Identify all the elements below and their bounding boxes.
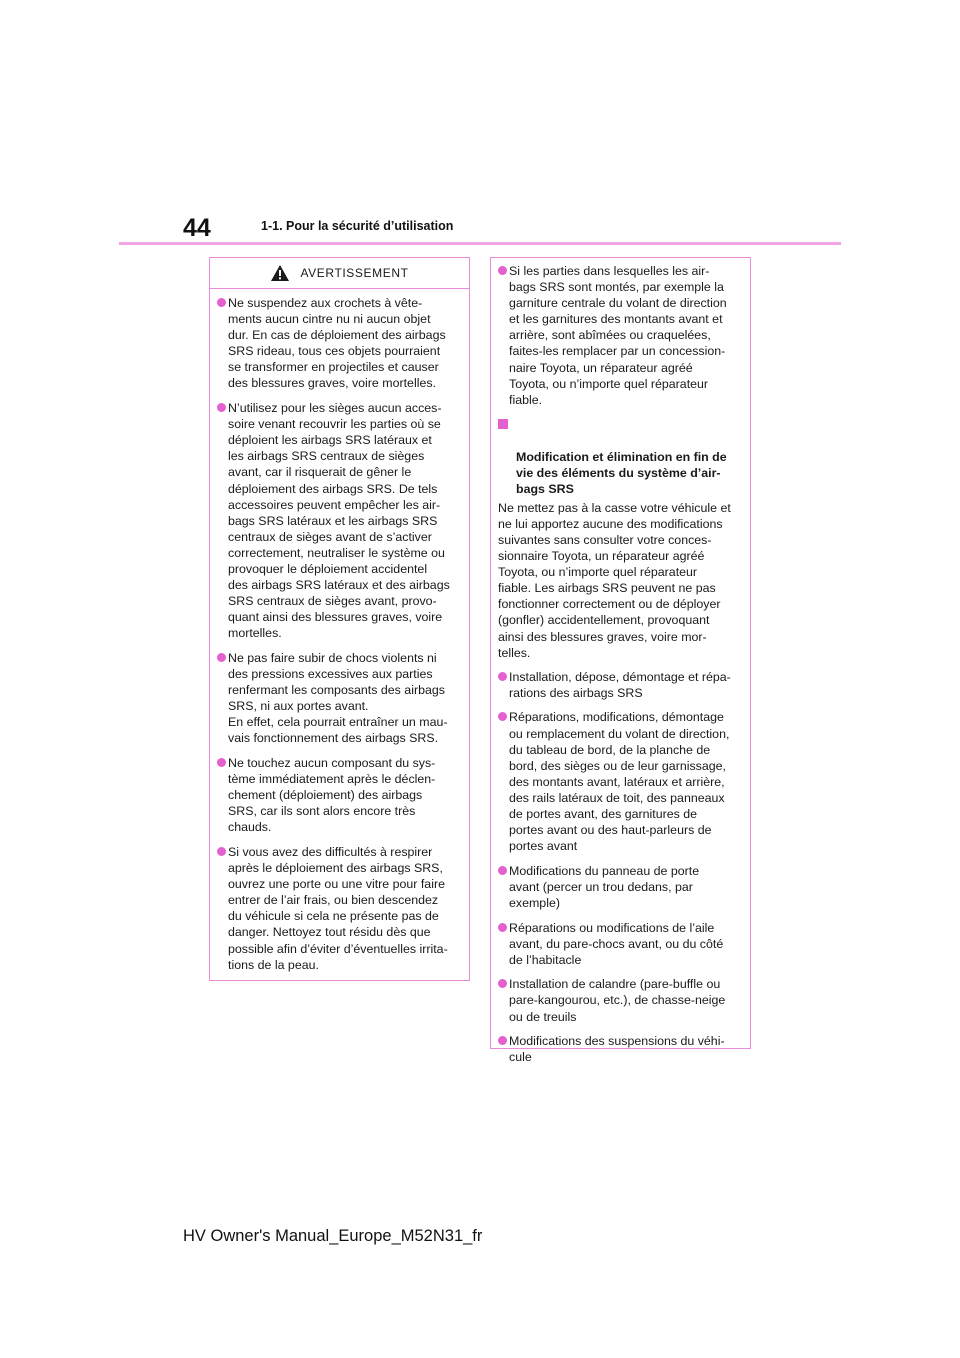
circle-bullet-icon bbox=[217, 847, 226, 856]
modification-item-text: Réparations ou modifications de l’aile avant, du pare-chocs avant, ou du côté de l’habitacle bbox=[509, 920, 724, 967]
continued-list bbox=[491, 258, 750, 1065]
circle-bullet-icon bbox=[498, 712, 507, 721]
circle-bullet-icon bbox=[498, 979, 507, 988]
modification-item bbox=[499, 920, 742, 968]
warning-item bbox=[218, 295, 461, 392]
warning-triangle-icon bbox=[270, 264, 290, 282]
warning-item bbox=[218, 400, 461, 641]
page-number: 44 bbox=[183, 214, 211, 242]
circle-bullet-icon bbox=[217, 653, 226, 662]
warning-item-text: N’utilisez pour les sièges aucun acces- soire venant recouvrir les parties où se déploient les airbags SRS latéraux et les airbags SRS centraux de sièges avant, car il risquerait de gêner le déploiement des airbags SRS. De tels accessoires peuvent empêcher les air- bags SRS latéraux et les airbags SRS centraux de sièges avant de s’activer correctement, neutraliser le système ou provoquer le déploiement accidentel des airbags SRS latéraux et des airbags SRS centraux de sièges avant, provo- quant ainsi des blessures graves, voire mortelles. bbox=[228, 401, 450, 641]
warning-list bbox=[210, 289, 469, 973]
header-rule bbox=[119, 242, 841, 245]
circle-bullet-icon bbox=[217, 298, 226, 307]
warning-item-text: Ne suspendez aux crochets à vête- ments aucun cintre nu ni aucun objet dur. En cas de déploiement des airbags SRS rideau, tous ces objets pourraient se transformer en projectiles et causer des blessures graves, voire mortelles. bbox=[228, 296, 446, 391]
footer-text: HV Owner's Manual_Europe_M52N31_fr bbox=[183, 1227, 483, 1245]
modification-item bbox=[499, 709, 742, 854]
modification-item bbox=[499, 669, 742, 701]
modification-item-text: Réparations, modifications, démontage ou remplacement du volant de direction, du tableau de bord, de la planche de bord, des sièges ou de leur garnissage, des montants avant, latéraux et arrière, des rails latéraux de toit, des panneaux de portes avant, des garnitures de portes avant ou des haut-parleurs de portes avant bbox=[509, 710, 730, 854]
warning-item-text: Si vous avez des difficultés à respirer après le déploiement des airbags SRS, ouvrez une porte ou une vitre pour faire entrer de l’air frais, ou bien descendez du véhicule si cela ne présente pas de danger. Nettoyez tout résidu dès que possible afin d’éviter d’éventuelles irrita- tions de la peau. bbox=[228, 845, 448, 972]
circle-bullet-icon bbox=[498, 266, 507, 275]
circle-bullet-icon bbox=[498, 866, 507, 875]
circle-bullet-icon bbox=[498, 672, 507, 681]
square-bullet-icon bbox=[498, 419, 508, 429]
subheading bbox=[499, 416, 742, 496]
modification-item-text: Installation de calandre (pare-buffle ou pare-kangourou, etc.), de chasse-neige ou de treuils bbox=[509, 977, 726, 1024]
warning-item bbox=[218, 844, 461, 973]
circle-bullet-icon bbox=[217, 758, 226, 767]
modification-item-text: Installation, dépose, démontage et répa- rations des airbags SRS bbox=[509, 669, 731, 700]
circle-bullet-icon bbox=[498, 923, 507, 932]
modification-item-text: Modifications des suspensions du véhi- cule bbox=[509, 1034, 725, 1065]
paragraph: Ne mettez pas à la casse votre véhicule et ne lui apportez aucune des modifications suivantes sans consulter votre conces- sionnaire Toyota, un réparateur agréé Toyota, ou n’importe quel réparateur fiable. Les airbags SRS peuvent ne pas fonctionner correctement ou de déployer (gonfler) accidentellement, provoquant ainsi des blessures graves, voire mor- telles. bbox=[498, 500, 731, 660]
modification-item bbox=[499, 863, 742, 911]
warning-header bbox=[210, 258, 469, 289]
warning-box bbox=[209, 257, 470, 981]
modification-item bbox=[499, 1033, 742, 1065]
warning-item-text: Ne pas faire subir de chocs violents ni des pressions excessives aux parties renfermant les composants des airbags SRS, ni aux portes avant. En effet, cela pourrait entraîner un mau- vais fonctionnement des airbags SRS. bbox=[228, 650, 448, 746]
warning-item-text: Si les parties dans lesquelles les air- bags SRS sont montés, par exemple la garniture centrale du volant de direction et les garnitures des montants avant et arrière, sont abîmées ou craquelées, faites-les remplacer par un concession- naire Toyota, un réparateur agréé Toyota, ou n’importe quel réparateur fiable. bbox=[509, 264, 727, 407]
subheading-text: Modification et élimination en fin de vie des éléments du système d’air- bags SRS bbox=[516, 449, 727, 496]
section-title: 1-1. Pour la sécurité d’utilisation bbox=[261, 219, 454, 233]
warning-title: AVERTISSEMENT bbox=[300, 265, 409, 280]
modification-item bbox=[499, 976, 742, 1024]
warning-item-text: Ne touchez aucun composant du sys- tème immédiatement après le déclen- chement (déploiement) des airbags SRS, car ils sont alors encore très chauds. bbox=[228, 756, 436, 835]
modification-item-text: Modifications du panneau de porte avant (percer un trou dedans, par exemple) bbox=[509, 863, 700, 910]
circle-bullet-icon bbox=[498, 1036, 507, 1045]
warning-item bbox=[499, 263, 742, 408]
warning-item bbox=[218, 650, 461, 747]
warning-item bbox=[218, 755, 461, 835]
warning-box-continued bbox=[490, 257, 751, 1065]
circle-bullet-icon bbox=[217, 403, 226, 412]
